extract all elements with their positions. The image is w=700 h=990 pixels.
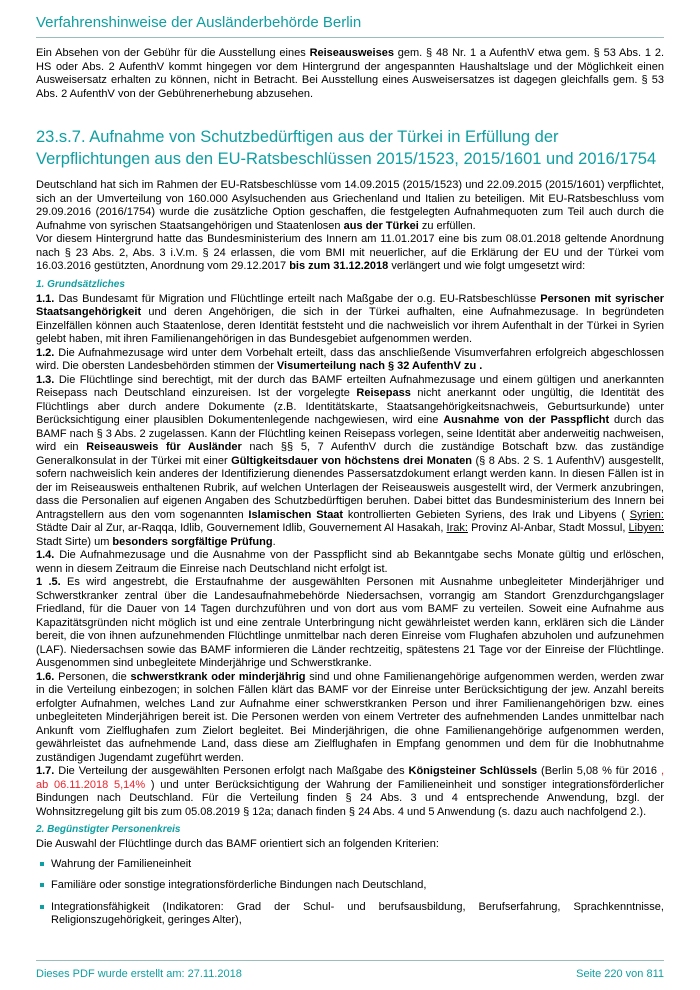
intro-paragraph: Ein Absehen von der Gebühr für die Ausstellung eines Reiseausweises gem. § 48 Nr. 1 a AufenthV etwa gem. § 53 Abs. 1 2. HS oder Abs. 2 AufenthV kommt hingegen vor dem Hintergrund der angespannten Haushaltslage und der Möglichkeit einen Ausweisersatz erhalten zu können, nicht in Betracht. Bei Ausstellung eines Ausweisersatzes ist dagegen gleichfalls gem. § 53 Abs. 2 AufenthV von der Gebührenerhebung abzusehen. — [36, 47, 665, 100]
footer-divider — [36, 960, 664, 961]
paragraph-1-5: 1 .5. Es wird angestrebt, die Erstaufnahme der ausgewählten Personen mit Ausnahme unbegleiteter Minderjähriger und Schwerstkranker zentral über die Landesaufnahmebehörde Niedersachsen, vorrangig am Standort Grenzdurchgangslager Friedland, für die Dauer von 14 Tagen durchzuführen und von dort aus vom BAMF zu verteilen. Soweit eine Aufnahme aus Kapazitätsgründen nicht möglich ist und eine zentrale Unterbringung nicht gewährleistet werden kann, erklären sich die Länder bereit, die von ihnen aufzunehmenden Flüchtlinge unmittelbar nach deren Einreise vom Flughafen abzuholen und aufzunehmen (LAF). Niedersachsen sowie das BAMF informieren die Länder rechtzeitig, spätestens 21 Tage vor der Einreise der Flüchtlinge. Ausgenommen sind unbegleitete Minderjährige und Schwerstkranke. — [36, 576, 665, 669]
paragraph-1-4: 1.4. Die Aufnahmezusage und die Ausnahme von der Passpflicht sind ab Bekanntgabe sechs Monate gültig und erlöschen, wenn in diesem Zeitraum die Einreise nach Deutschland nicht erfolgt ist. — [36, 549, 664, 575]
footer-created-date: Dieses PDF wurde erstellt am: 27.11.2018 — [36, 968, 242, 980]
bullet-square-icon — [40, 883, 44, 887]
section-paragraph-1: Deutschland hat sich im Rahmen der EU-Ratsbeschlüsse vom 14.09.2015 (2015/1523) und 22.09.2015 (2015/1601) verpflichtet, sich an der Umverteilung von 160.000 Asylsuchenden aus Griechenland und Italien zu beteiligen. Mit EU-Ratsbeschluss vom 29.09.2016 (2016/1754) wurde die zusätzliche Option geschaffen, die festgelegten Aufnahmequoten zum Teil auch durch die Aufnahme von syrischen Staatsangehörigen und Staatenlosen aus der Türkei zu erfüllen. — [36, 179, 664, 232]
paragraph-1-2: 1.2. Die Aufnahmezusage wird unter dem Vorbehalt erteilt, dass das anschließende Visumverfahren erfolgreich abgeschlossen wird. Die obersten Landesbehörden stimmen der Visumerteilung nach § 32 AufenthV zu . — [36, 346, 664, 372]
list-item-text: Wahrung der Familieneinheit — [51, 857, 192, 870]
criteria-list — [40, 858, 664, 928]
bullet-square-icon — [40, 905, 44, 909]
subsection-title-2: 2. Begünstigter Personenkreis — [36, 824, 181, 835]
bullet-square-icon — [40, 862, 44, 866]
list-item — [40, 901, 664, 928]
paragraph-1-6: 1.6. Personen, die schwerstkrank oder minderjährig sind und ohne Familienangehörige aufgenommen werden, werden zwar in die Verteilung einbezogen; in solchen Fällen klärt das BAMF vor der Einreise unter Berücksichtigung der jew. Anzahl bereits erfolgter Aufnahmen, welches Land zur Aufnahme einer schwerstkranken Person und ihrer Familienangehörigen bzw. eines unbegleiteten Minderjährigen bereit ist. Die Personen werden von einem Vertreter des aufnehmenden Landes unmittelbar nach Ankunft vom Zielflughafen zum Zielort begleitet. Bei Minderjährigen, die ohne Familienangehörige aufgenommen werden, gewährleistet das aufnehmende Land, dass diese am Zielflughafen in Empfang genommen und dem für die Inobhutnahme zuständigen Jugendamt zugeführt werden. — [36, 670, 664, 764]
header-divider — [36, 37, 664, 38]
page-footer — [36, 960, 664, 980]
paragraph-1-1: 1.1. Das Bundesamt für Migration und Flüchtlinge erteilt nach Maßgabe der o.g. EU-Ratsbeschlüsse Personen mit syrischer Staatsangehörigkeit und deren Angehörigen, die sich in der Türkei aufhalten, eine Aufnahmezusage. In begründeten Einzelfällen können auch Staatenlose, deren Identität feststeht und die nachweislich vor ihrem Aufenthalt in der Türkei in Syrien gelebt haben, mit ihren Familienangehörigen in das Bundesgebiet aufgenommen werden. — [36, 292, 664, 345]
paragraph-1-7: 1.7. Die Verteilung der ausgewählten Personen erfolgt nach Maßgabe des Königsteiner Schlüssels (Berlin 5,08 % für 2016 , ab 06.11.2018 5,14% ) und unter Berücksichtigung der Wahrung der Familieneinheit und sonstiger integrationsförderlicher Bindungen nach Deutschland. Für die Verteilung finden § 24 Abs. 3 und 4 entsprechende Anwendung, bzgl. der Wohnsitzregelung gilt bis zum 05.08.2019 § 12a; danach finden § 24 Abs. 4 und 5 Anwendung (s. dazu auch nachfolgend 2.). — [36, 765, 665, 818]
paragraph-1-3: 1.3. Die Flüchtlinge sind berechtigt, mit der durch das BAMF erteilten Aufnahmezusage und einem gültigen und anerkannten Reisepass nach Deutschland einzureisen. Ist der vorgelegte Reisepass nicht anerkannt oder ungültig, die Identität des Flüchtlings aber durch andere Dokumente (z.B. Identitätskarte, Staatsangehörigkeitsnachweis, Geburtsurkunde) unter Berücksichtigung einer plausiblen Dokumentenlegende nachgewiesen, wird eine Ausnahme von der Passpflicht durch das BAMF nach § 3 Abs. 2 zugelassen. Kann der Flüchtling keinen Reisepass vorlegen, seine Identität aber anderweitig nachweisen, wird ein Reiseausweis für Ausländer nach §§ 5, 7 AufenthV durch die zuständige Botschaft bzw. das zuständige Generalkonsulat in der Türkei mit einer Gültigkeitsdauer von höchstens drei Monaten (§ 8 Abs. 2 S. 1 AufenthV) ausgestellt, sofern nachweislich kein anderes der Identifizierung dienendes Passersatzdokument erlangt werden kann. In diesen Fällen ist in der im Reiseausweis enthaltenen Rubrik, auf welchen Unterlagen der Reiseausweis ausgestellt wird, der Vermerk anzubringen, dass die Personalien auf eigenen Angaben des Schutzbedürftigen beruhen. Dabei bittet das Bundesministerium des Innern bei Antragstellern aus den vom sogenannten Islamischen Staat kontrollierten Gebieten Syriens, des Irak und Libyens ( Syrien: Städte Dair al Zur, ar-Raqqa, Idlib, Gouvernement Idlib, Gouvernement Al Hasakah, Irak: Provinz Al-Anbar, Stadt Mossul, Libyen: Stadt Sirte) um besonders sorgfältige Prüfung. — [36, 373, 665, 548]
list-item — [40, 879, 664, 893]
section-title: 23.s.7. Aufnahme von Schutzbedürftigen aus der Türkei in Erfüllung der Verpflichtungen aus den EU-Ratsbeschlüssen 2015/1523, 2015/1601 und 2016/1754 — [36, 128, 657, 168]
criteria-intro: Die Auswahl der Flüchtlinge durch das BAMF orientiert sich an folgenden Kriterien: — [36, 838, 439, 850]
list-item-text: Integrationsfähigkeit (Indikatoren: Grad der Schul- und berufsausbildung, Berufserfahrung, Sprachkenntnisse, Religionszugehörigkeit, geringes Alter), — [51, 900, 664, 926]
document-title: Verfahrenshinweise der Ausländerbehörde Berlin — [36, 14, 362, 31]
list-item-text: Familiäre oder sonstige integrationsförderliche Bindungen nach Deutschland, — [51, 879, 427, 891]
section-paragraph-2: Vor diesem Hintergrund hatte das Bundesministerium des Innern am 11.01.2017 eine bis zum 08.01.2018 geltende Anordnung nach § 23 Abs. 2, Abs. 3 i.V.m. § 24 erlassen, die vom BMI mit neuerlicher, auf die Erklärung der EU und der Türkei vom 16.03.2016 gestützten, Anordnung vom 29.12.2017 bis zum 31.12.2018 verlängert und wie folgt umgesetzt wird: — [36, 233, 664, 272]
list-item — [40, 858, 664, 872]
subsection-title-1: 1. Grundsätzliches — [36, 278, 125, 290]
footer-page-number: Seite 220 von 811 — [576, 968, 664, 980]
